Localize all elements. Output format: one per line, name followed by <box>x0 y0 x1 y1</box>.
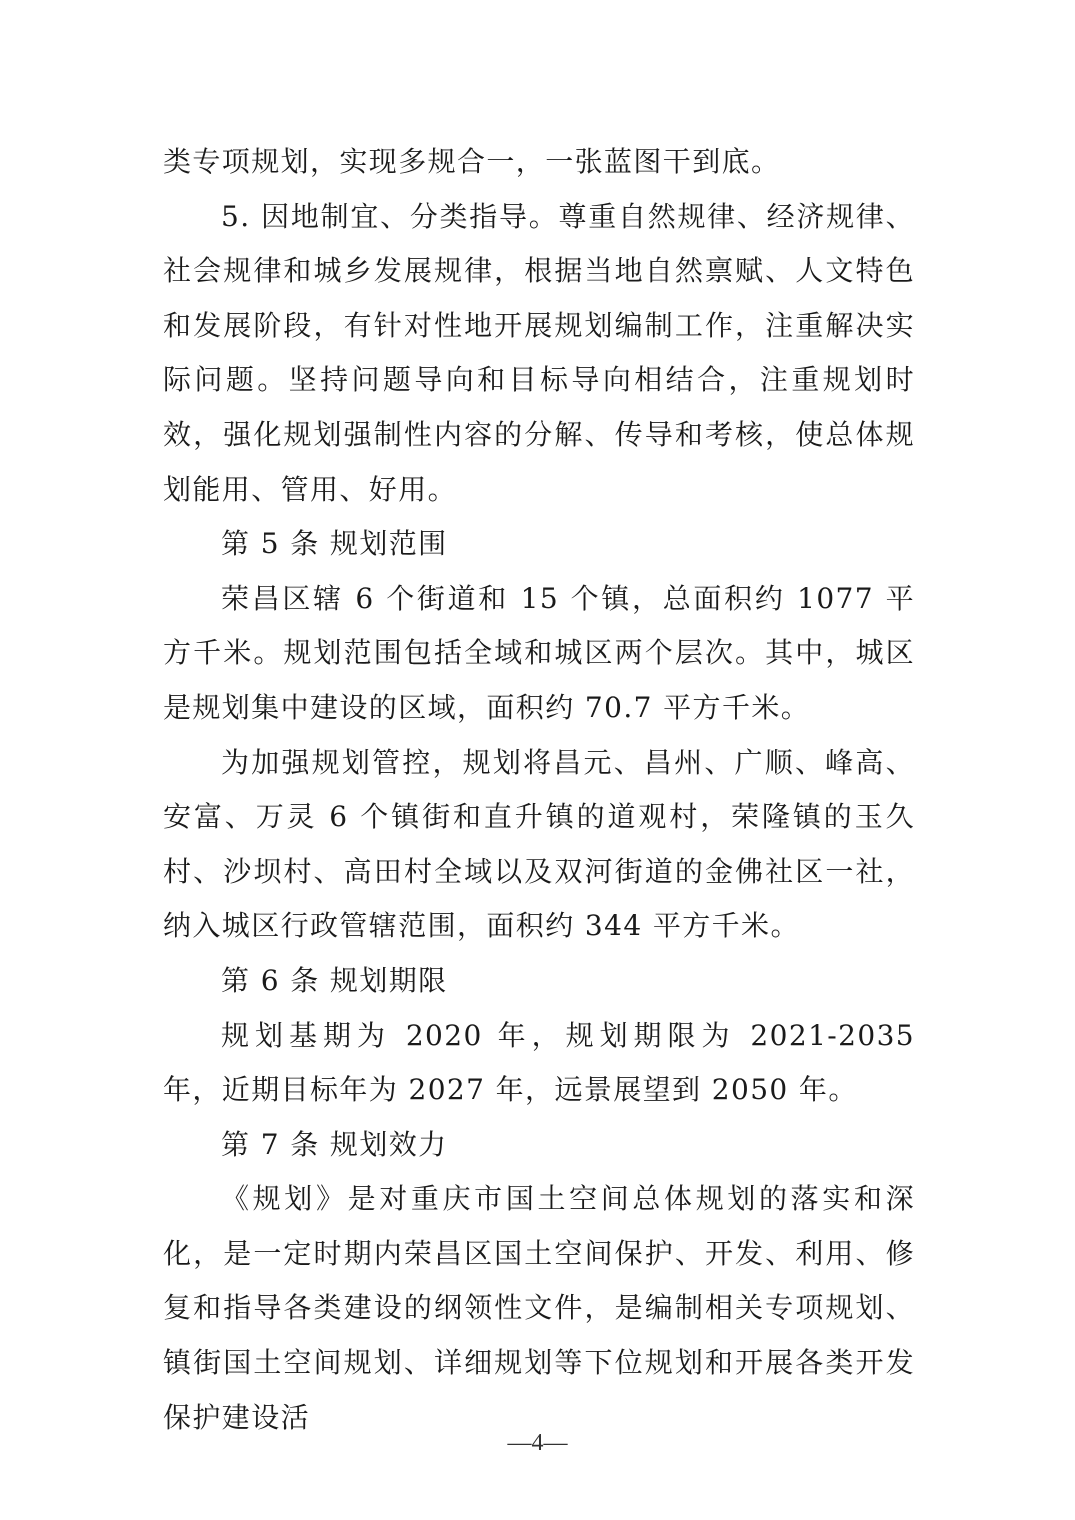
article-5-heading: 第 5 条 规划范围 <box>221 527 448 561</box>
article-6-heading: 第 6 条 规划期限 <box>221 963 448 997</box>
paragraph-continued: 类专项规划，实现多规合一，一张蓝图干到底。 <box>163 145 781 178</box>
article-7-paragraph-1: 《规划》是对重庆市国土空间总体规划的落实和深化，是一定时期内荣昌区国土空间保护、开发、利用、修复和指导各类建设的纲领性文件，是编制相关专项规划、镇街国土空间规划、详细规划等下位规划和开展各类开发保护建设活 <box>163 1182 915 1434</box>
article-7-heading: 第 7 条 规划效力 <box>221 1127 448 1161</box>
article-6-paragraph-1: 规划基期为 2020 年，规划期限为 2021-2035 年，近期目标年为 2027 年，远景展望到 2050 年。 <box>163 1018 915 1107</box>
document-page <box>163 135 915 1445</box>
paragraph-principle-5: 5. 因地制宜、分类指导。尊重自然规律、经济规律、社会规律和城乡发展规律，根据当地自然禀赋、人文特色和发展阶段，有针对性地开展规划编制工作，注重解决实际问题。坚持问题导向和目标导向相结合，注重规划时效，强化规划强制性内容的分解、传导和考核，使总体规划能用、管用、好用。 <box>163 199 915 506</box>
article-5-paragraph-2: 为加强规划管控，规划将昌元、昌州、广顺、峰高、安富、万灵 6 个镇街和直升镇的道观村，荣隆镇的玉久村、沙坝村、高田村全域以及双河街道的金佛社区一社，纳入城区行政管辖范围，面积约 344 平方千米。 <box>163 745 915 943</box>
article-5-paragraph-1: 荣昌区辖 6 个街道和 15 个镇，总面积约 1077 平方千米。规划范围包括全域和城区两个层次。其中，城区是规划集中建设的区域，面积约 70.7 平方千米。 <box>163 581 915 724</box>
page-number: —4— <box>507 1430 568 1456</box>
